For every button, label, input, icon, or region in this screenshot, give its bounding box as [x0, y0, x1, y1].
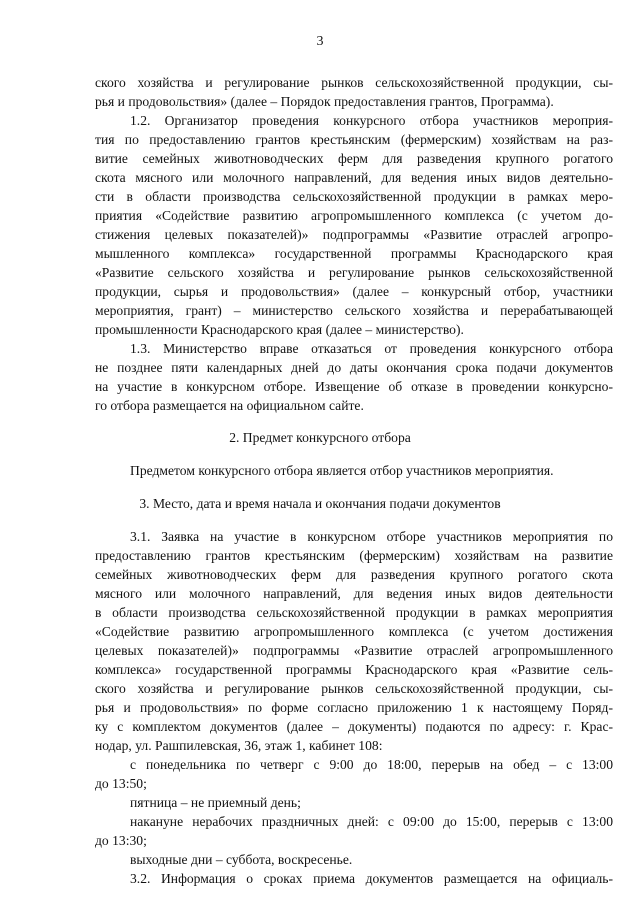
schedule-line: накануне нерабочих праздничных дней: с 09:00 до 15:00, перерыв с 13:00 — [130, 814, 613, 829]
text-line: тия по предоставлению грантов крестьянским (фермерским) хозяйствам на раз- — [95, 132, 613, 147]
text-line: стижения целевых показателей)» подпрограммы «Развитие отраслей агропро- — [95, 227, 613, 242]
schedule-line: выходные дни – суббота, воскресенье. — [130, 852, 353, 867]
text-line: в области производства сельскохозяйственной продукции в рамках мероприятия — [95, 605, 613, 620]
section-2-text: Предметом конкурсного отбора является отбор участников мероприятия. — [130, 463, 554, 478]
text-line: мясного или молочного направлений, для ведения иных видов деятельности — [95, 586, 613, 601]
schedule-line: с понедельника по четверг с 9:00 до 18:00, перерыв на обед – с 13:00 — [130, 757, 613, 772]
text-line: приятия «Содействие развитию агропромышленного комплекса (с учетом до- — [95, 208, 613, 223]
text-line: «Содействие развитию агропромышленного комплекса (с учетом достижения — [95, 624, 613, 639]
text-line: продукции, сырья и продовольствия» (далее – конкурсный отбор, участники — [95, 284, 613, 299]
text-line: рья и продовольствия» (далее – Порядок предоставления грантов, Программа). — [95, 94, 554, 109]
text-line: целевых показателей)» подпрограммы «Развитие отраслей агропромышленного — [95, 643, 613, 658]
text-line: витие семейных животноводческих ферм для разведения крупного рогатого — [95, 151, 613, 166]
text-line: промышленности Краснодарского края (далее – министерство). — [95, 322, 464, 337]
text-line: рья и продовольствия» по форме согласно приложению 1 к настоящему Поряд- — [95, 700, 613, 715]
text-line: мероприятия, грант) – министерство сельского хозяйства и перерабатывающей — [95, 303, 613, 318]
text-line: «Развитие сельского хозяйства и регулирование рынков сельскохозяйственной — [95, 265, 613, 280]
text-line: 1.2. Организатор проведения конкурсного отбора участников мероприя- — [130, 113, 613, 128]
text-line: ского хозяйства и регулирование рынков сельскохозяйственной продукции, сы- — [95, 75, 613, 90]
section-3-heading: 3. Место, дата и время начала и окончания подачи документов — [139, 496, 501, 511]
text-line: на участие в конкурсном отборе. Извещение об отказе в проведении конкурсно- — [95, 379, 613, 394]
section-2-heading: 2. Предмет конкурсного отбора — [229, 430, 411, 445]
text-line: 3.1. Заявка на участие в конкурсном отборе участников мероприятия по — [130, 529, 613, 544]
page-number: 3 — [316, 34, 324, 49]
text-line: комплекса» государственной программы Краснодарского края «Развитие сель- — [95, 662, 613, 677]
text-line: ского хозяйства и регулирование рынков сельскохозяйственной продукции, сы- — [95, 681, 613, 696]
text-line: сти в области производства сельскохозяйственной продукции в рамках меро- — [95, 189, 613, 204]
text-line: скота мясного или молочного направлений, для ведения иных видов деятельно- — [95, 170, 613, 185]
text-line: семейных животноводческих ферм для разведения крупного рогатого скота — [95, 567, 613, 582]
text-line: предоставлению грантов крестьянским (фермерским) хозяйствам на развитие — [95, 548, 613, 563]
schedule-line: до 13:50; — [95, 776, 147, 791]
text-line: не позднее пяти календарных дней до даты окончания срока подачи документов — [95, 360, 613, 375]
text-line: нодар, ул. Рашпилевская, 36, этаж 1, кабинет 108: — [95, 738, 383, 753]
text-line: ку с комплектом документов (далее – документы) подаются по адресу: г. Крас- — [95, 719, 613, 734]
text-line: го отбора размещается на официальном сайте. — [95, 398, 364, 413]
schedule-line: до 13:30; — [95, 833, 147, 848]
text-line: мышленного комплекса» государственной программы Краснодарского края — [95, 246, 613, 261]
paragraph-3-2-start: 3.2. Информация о сроках приема документов размещается на официаль- — [130, 871, 613, 886]
schedule-line: пятница – не приемный день; — [130, 795, 301, 810]
text-line: 1.3. Министерство вправе отказаться от проведения конкурсного отбора — [130, 341, 613, 356]
